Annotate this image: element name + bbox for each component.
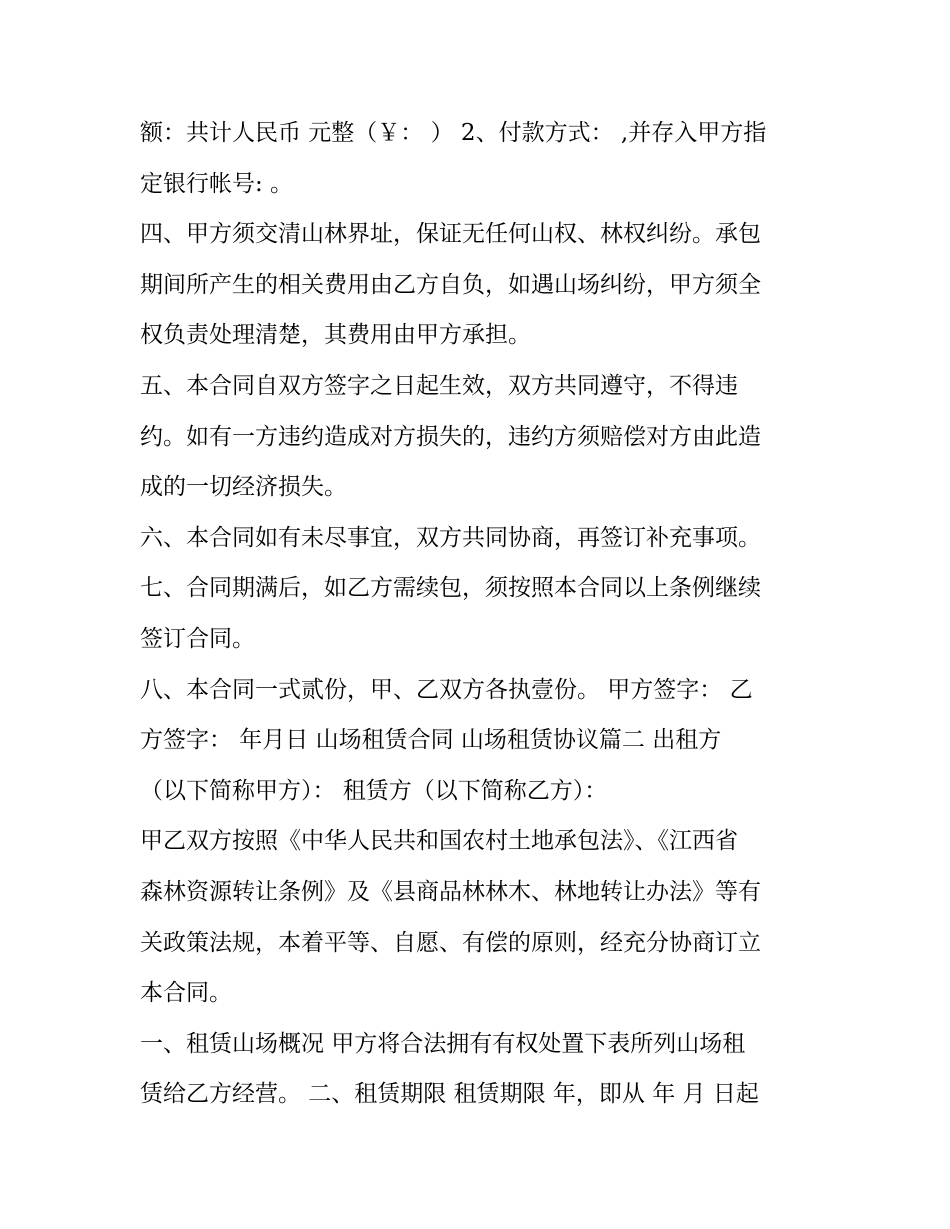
text-line: 额：共计人民币 元整（￥： ） 2、付款方式： ,并存入甲方指 (140, 120, 767, 146)
text-line: 权负责处理清楚，其费用由甲方承担。 (140, 322, 531, 349)
text-line: 一、租赁山场概况 甲方将合法拥有有权处置下表所列山场租 (140, 1030, 746, 1057)
text-line: 成的一切经济损失。 (140, 474, 347, 501)
text-line: 森林资源转让条例》及《县商品林林木、林地转让办法》等有 (140, 878, 761, 905)
text-line: 签订合同。 (140, 625, 255, 652)
text-line: 甲乙双方按照《中华人民共和国农村土地承包法》、《江西省 (140, 828, 738, 855)
text-line: 本合同。 (140, 980, 232, 1007)
text-line: 定银行帐号: 。 (140, 170, 294, 197)
text-line: 约。如有一方违约造成对方损失的，违约方须赔偿对方由此造 (140, 423, 761, 450)
text-line: 四、甲方须交清山林界址，保证无任何山权、林权纠纷。承包 (140, 221, 761, 248)
text-line: 八、本合同一式贰份，甲、乙双方各执壹份。 甲方签字： 乙 (140, 676, 753, 703)
text-line: 关政策法规，本着平等、自愿、有偿的原则，经充分协商订立 (140, 929, 761, 956)
text-line: 七、合同期满后，如乙方需续包，须按照本合同以上条例继续 (140, 575, 761, 602)
text-line: 赁给乙方经营。 二、租赁期限 租赁期限 年，即从 年 月 日起 (140, 1081, 759, 1108)
contract-text (140, 108, 820, 1120)
text-line: 五、本合同自双方签字之日起生效，双方共同遵守，不得违 (140, 372, 738, 399)
text-line: 期间所产生的相关费用由乙方自负，如遇山场纠纷，甲方须全 (140, 271, 761, 298)
text-line: 六、本合同如有未尽事宜，双方共同协商，再签订补充事项。 (140, 524, 761, 551)
text-line: （以下简称甲方）： 租赁方（以下简称乙方）： (140, 777, 608, 804)
text-line: 方签字： 年月日 山场租赁合同 山场租赁协议篇二 出租方 (140, 727, 722, 754)
